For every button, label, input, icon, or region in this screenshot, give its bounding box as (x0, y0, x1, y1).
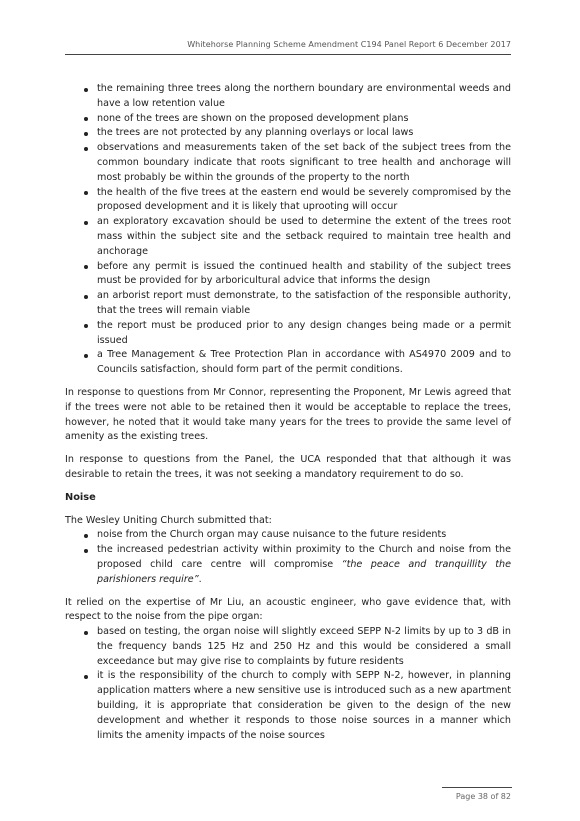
list-item-end: . (198, 573, 202, 585)
church-submission-list (97, 528, 511, 587)
footer-divider (442, 787, 512, 788)
list-item: the trees are not protected by any planning overlays or local laws (97, 126, 511, 141)
paragraph-liu: It relied on the expertise of Mr Liu, an acoustic engineer, who gave evidence that, with respect to the noise from the pipe organ: (65, 596, 511, 623)
tree-findings-list (97, 82, 511, 378)
list-item: a Tree Management & Tree Protection Plan in accordance with AS4970 2009 and to Councils satisfaction, should form part of the permit conditions. (97, 348, 511, 378)
running-header: Whitehorse Planning Scheme Amendment C194 Panel Report 6 December 2017 (187, 40, 511, 49)
list-item: noise from the Church organ may cause nuisance to the future residents (97, 528, 511, 543)
list-item: the health of the five trees at the eastern end would be severely compromised by the proposed development and it is likely that uprooting will occur (97, 186, 511, 216)
list-item: before any permit is issued the continued health and stability of the subject trees must be provided for by arboricultural advice that informs the design (97, 260, 511, 290)
list-item: the report must be produced prior to any design changes being made or a permit issued (97, 319, 511, 349)
list-item: observations and measurements taken of the set back of the subject trees from the common boundary indicate that roots significant to tree health and anchorage will most probably be within the grounds of the property to the north (97, 141, 511, 185)
list-item-text: the increased pedestrian activity within proximity to the Church and noise from the proposed child care centre will compromise (97, 544, 511, 570)
quoted-text: “the peace and tranquillity the parishioners require” (97, 558, 511, 585)
header-divider (65, 54, 511, 55)
list-item: none of the trees are shown on the proposed development plans (97, 112, 511, 127)
list-item: it is the responsibility of the church to comply with SEPP N-2, however, in planning application matters where a new sensitive use is introduced such as a new apartment building, it is appropriate that consideration be given to the design of the new development and whether it responds to those noise sources in a manner which limits the amenity impacts of the noise sources (97, 669, 511, 743)
list-item: the remaining three trees along the northern boundary are environmental weeds and have a low retention value (97, 82, 511, 112)
paragraph-uca: In response to questions from the Panel, the UCA responded that that although it was desirable to retain the trees, it was not seeking a mandatory requirement to do so. (65, 454, 511, 480)
page-number: Page 38 of 82 (455, 792, 511, 801)
paragraph-church-intro: The Wesley Uniting Church submitted that: (65, 514, 272, 526)
list-item: based on testing, the organ noise will slightly exceed SEPP N-2 limits by up to 3 dB in the frequency bands 125 Hz and 250 Hz and this would be considered a small exceedance but may give rise to complaints by future residents (97, 625, 511, 669)
list-item: an exploratory excavation should be used to determine the extent of the trees root mass within the subject site and the setback required to maintain tree health and anchorage (97, 215, 511, 259)
list-item (97, 543, 511, 587)
list-item: an arborist report must demonstrate, to the satisfaction of the responsible authority, that the trees will remain viable (97, 289, 511, 319)
section-heading-noise: Noise (65, 491, 96, 503)
paragraph-connor: In response to questions from Mr Connor, representing the Proponent, Mr Lewis agreed that if the trees were not able to be retained then it would be acceptable to replace the trees, however, he noted that it would take many years for the trees to provide the same level of amenity as the existing trees. (65, 386, 511, 443)
acoustic-evidence-list (97, 625, 511, 743)
page-body (65, 82, 511, 743)
